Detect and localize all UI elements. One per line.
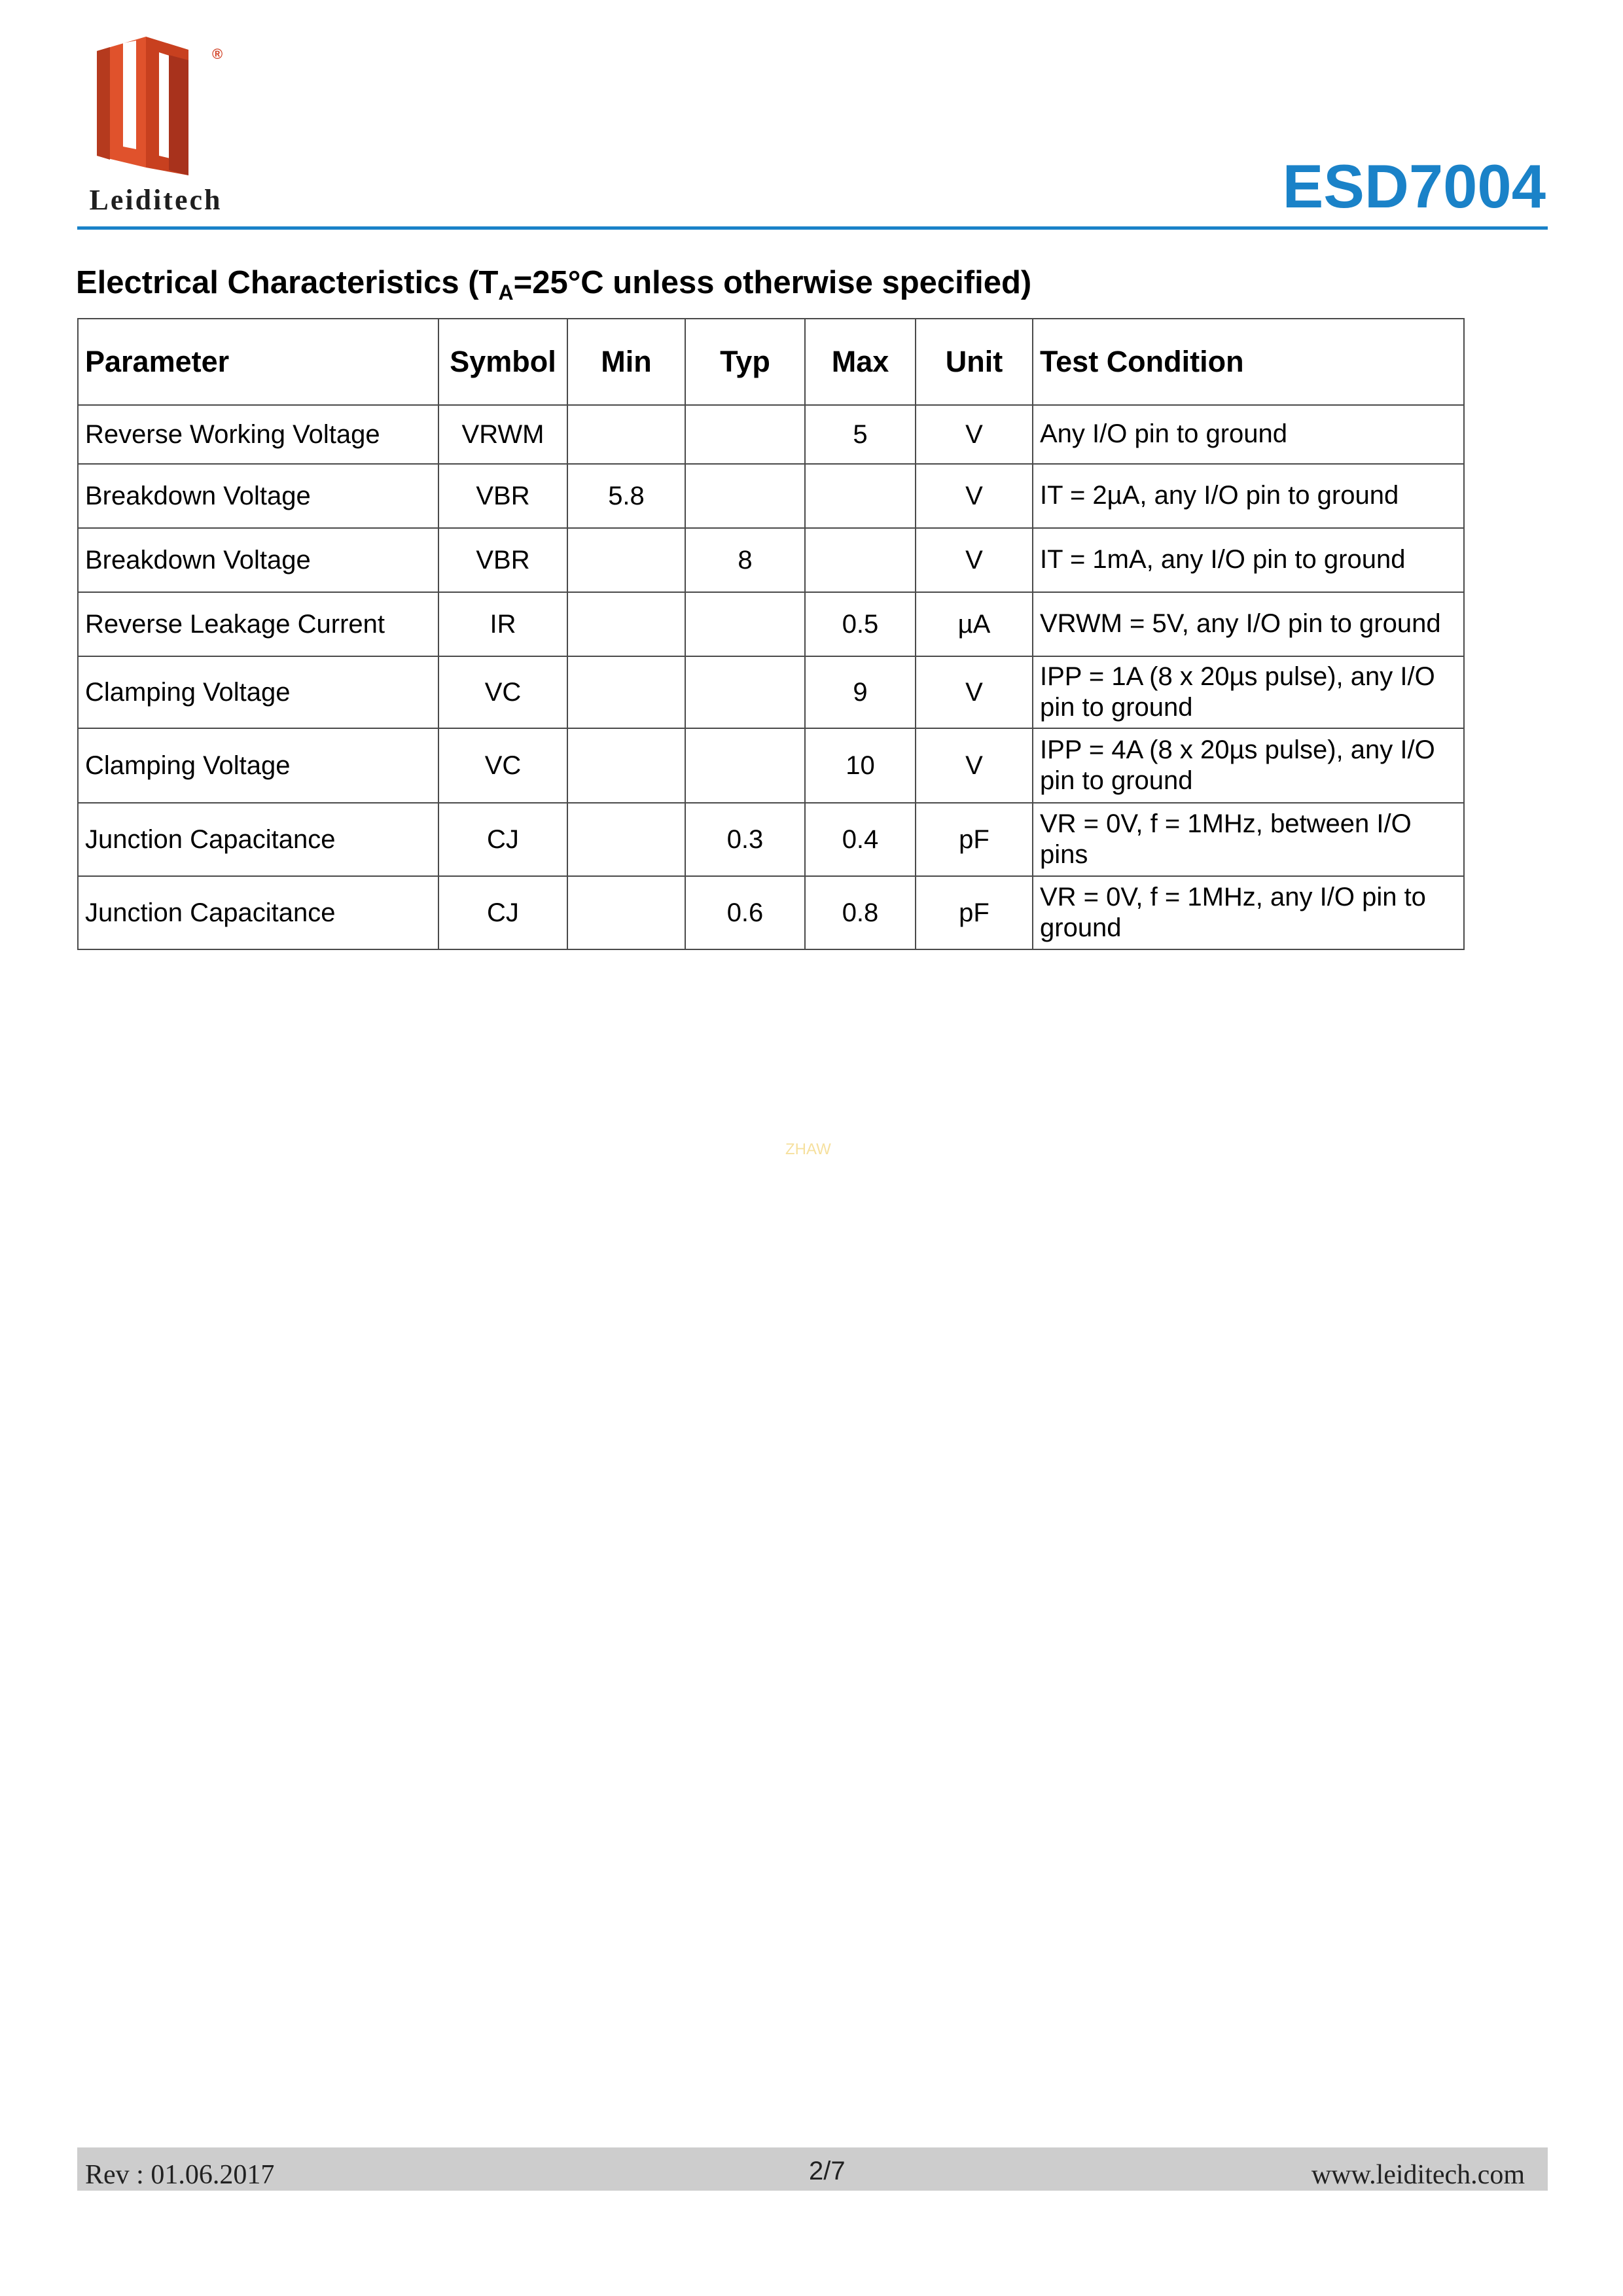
cell-min <box>567 656 685 728</box>
cell-parameter: Breakdown Voltage <box>78 464 438 528</box>
cell-parameter: Clamping Voltage <box>78 728 438 803</box>
cell-condition: IPP = 1A (8 x 20µs pulse), any I/O pin to ground <box>1033 656 1464 728</box>
cell-parameter: Clamping Voltage <box>78 656 438 728</box>
brand-logo <box>77 31 234 221</box>
header-parameter: Parameter <box>78 319 438 405</box>
cell-max: 0.8 <box>805 876 916 949</box>
cell-parameter: Breakdown Voltage <box>78 528 438 592</box>
cell-max <box>805 528 916 592</box>
cell-unit: V <box>916 405 1033 464</box>
cell-unit: V <box>916 656 1033 728</box>
cell-typ <box>685 656 805 728</box>
table-header-row <box>78 319 1464 405</box>
cell-symbol: CJ <box>438 876 567 949</box>
table-row <box>78 728 1464 803</box>
electrical-characteristics-table <box>77 318 1465 950</box>
header-typ: Typ <box>685 319 805 405</box>
cell-unit: pF <box>916 803 1033 876</box>
cell-parameter: Reverse Leakage Current <box>78 592 438 656</box>
footer-website: www.leiditech.com <box>1311 2160 1525 2190</box>
cell-max: 10 <box>805 728 916 803</box>
table-row <box>78 592 1464 656</box>
registered-mark: ® <box>212 46 223 62</box>
cell-unit: pF <box>916 876 1033 949</box>
cell-symbol: IR <box>438 592 567 656</box>
cell-condition: IT = 1mA, any I/O pin to ground <box>1033 528 1464 592</box>
cell-symbol: CJ <box>438 803 567 876</box>
table-row <box>78 528 1464 592</box>
cell-parameter: Reverse Working Voltage <box>78 405 438 464</box>
table-row <box>78 803 1464 876</box>
cell-typ <box>685 592 805 656</box>
cell-unit: V <box>916 464 1033 528</box>
cell-symbol: VBR <box>438 464 567 528</box>
cell-symbol: VBR <box>438 528 567 592</box>
cell-min <box>567 405 685 464</box>
header-test-condition: Test Condition <box>1033 319 1464 405</box>
cell-symbol: VRWM <box>438 405 567 464</box>
header-min: Min <box>567 319 685 405</box>
cell-typ <box>685 464 805 528</box>
table-row <box>78 656 1464 728</box>
table-row <box>78 405 1464 464</box>
cell-condition: IPP = 4A (8 x 20µs pulse), any I/O pin to ground <box>1033 728 1464 803</box>
header-unit: Unit <box>916 319 1033 405</box>
cell-parameter: Junction Capacitance <box>78 876 438 949</box>
cell-typ <box>685 728 805 803</box>
cell-condition: VR = 0V, f = 1MHz, any I/O pin to ground <box>1033 876 1464 949</box>
table-row <box>78 464 1464 528</box>
cell-max: 0.4 <box>805 803 916 876</box>
cell-symbol: VC <box>438 656 567 728</box>
part-number: ESD7004 <box>1282 152 1546 221</box>
table-row <box>78 876 1464 949</box>
watermark: ZHAW <box>785 1140 831 1158</box>
cell-condition: IT = 2µA, any I/O pin to ground <box>1033 464 1464 528</box>
cell-max: 5 <box>805 405 916 464</box>
header-divider <box>77 226 1548 230</box>
cell-min: 5.8 <box>567 464 685 528</box>
footer-page-number: 2/7 <box>809 2157 846 2185</box>
cell-min <box>567 876 685 949</box>
cell-min <box>567 592 685 656</box>
footer-revision: Rev : 01.06.2017 <box>85 2160 275 2190</box>
header-max: Max <box>805 319 916 405</box>
cell-condition: VRWM = 5V, any I/O pin to ground <box>1033 592 1464 656</box>
cell-min <box>567 728 685 803</box>
cell-unit: V <box>916 528 1033 592</box>
cell-max: 0.5 <box>805 592 916 656</box>
cell-max: 9 <box>805 656 916 728</box>
leiditech-logo-icon <box>77 31 208 182</box>
cell-condition: Any I/O pin to ground <box>1033 405 1464 464</box>
cell-unit: V <box>916 728 1033 803</box>
cell-min <box>567 528 685 592</box>
cell-typ <box>685 405 805 464</box>
cell-condition: VR = 0V, f = 1MHz, between I/O pins <box>1033 803 1464 876</box>
cell-max <box>805 464 916 528</box>
section-title: Electrical Characteristics ($T_A=25^\circ C$ unless otherwise specified) <box>76 265 1032 304</box>
cell-typ: 8 <box>685 528 805 592</box>
cell-typ: 0.3 <box>685 803 805 876</box>
cell-min <box>567 803 685 876</box>
cell-typ: 0.6 <box>685 876 805 949</box>
brand-name: Leiditech <box>89 184 223 216</box>
cell-unit: µA <box>916 592 1033 656</box>
cell-parameter: Junction Capacitance <box>78 803 438 876</box>
cell-symbol: VC <box>438 728 567 803</box>
header-symbol: Symbol <box>438 319 567 405</box>
